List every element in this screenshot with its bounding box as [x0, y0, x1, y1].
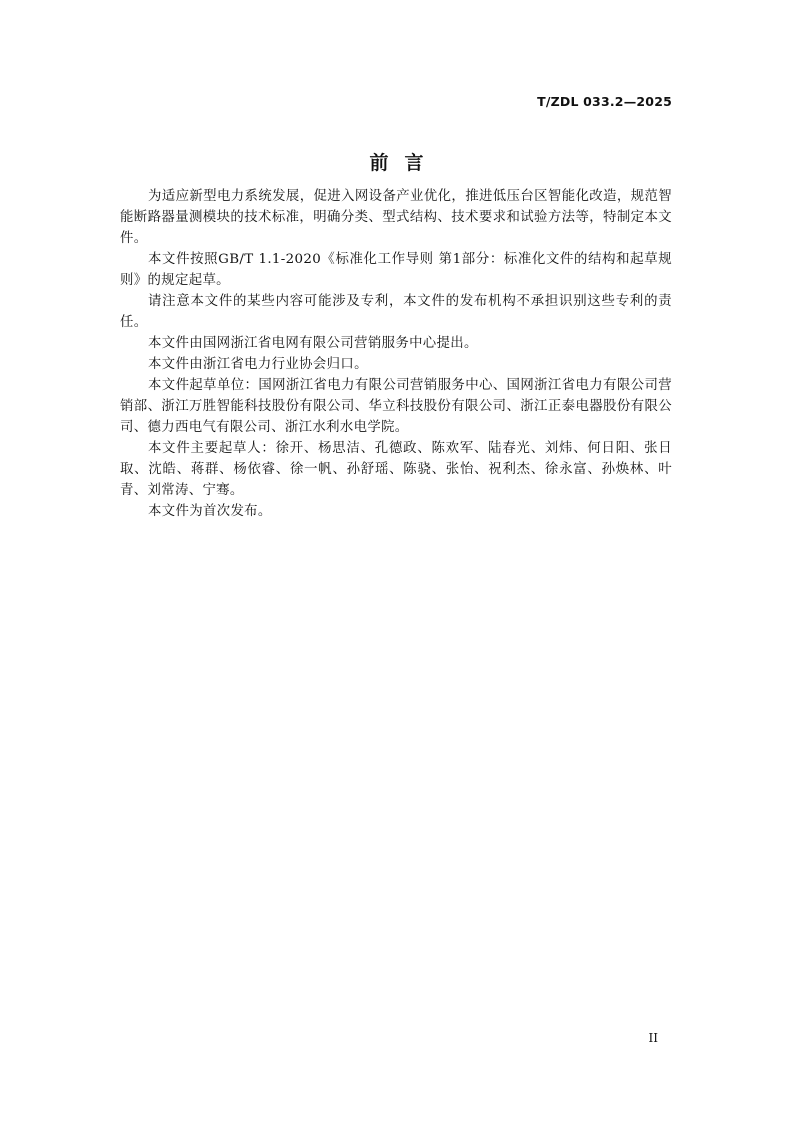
- paragraph-drafters: 本文件主要起草人：徐开、杨思洁、孔德政、陈欢军、陆春光、刘炜、何日阳、张日取、沈皓、蒋群、杨依睿、徐一帆、孙舒瑶、陈骁、张怡、祝利杰、徐永富、孙焕林、叶青、刘常涛、宁骞。: [120, 441, 672, 498]
- paragraph-first-release: 本文件为首次发布。: [148, 504, 272, 519]
- page-number: II: [648, 1031, 658, 1045]
- paragraph-drafting-rules: 本文件按照GB/T 1.1-2020《标准化工作导则 第1部分：标准化文件的结构和起草规则》的规定起草。: [120, 252, 672, 288]
- paragraph-centralized-by: 本文件由浙江省电力行业协会归口。: [148, 357, 368, 372]
- paragraph-proposer: 本文件由国网浙江省电网有限公司营销服务中心提出。: [148, 336, 478, 351]
- paragraph-drafting-units: 本文件起草单位：国网浙江省电力有限公司营销服务中心、国网浙江省电力有限公司营销部、浙江万胜智能科技股份有限公司、华立科技股份有限公司、浙江正泰电器股份有限公司、德力西电气有限公司、浙江水利水电学院。: [120, 378, 672, 435]
- page-title: 前言: [369, 152, 440, 174]
- foreword-body: [120, 186, 672, 522]
- paragraph-patent-notice: 请注意本文件的某些内容可能涉及专利，本文件的发布机构不承担识别这些专利的责任。: [120, 294, 672, 330]
- paragraph-purpose: 为适应新型电力系统发展，促进入网设备产业优化，推进低压台区智能化改造，规范智能断路器量测模块的技术标准，明确分类、型式结构、技术要求和试验方法等，特制定本文件。: [120, 189, 672, 246]
- document-code: T/ZDL 033.2—2025: [537, 94, 672, 109]
